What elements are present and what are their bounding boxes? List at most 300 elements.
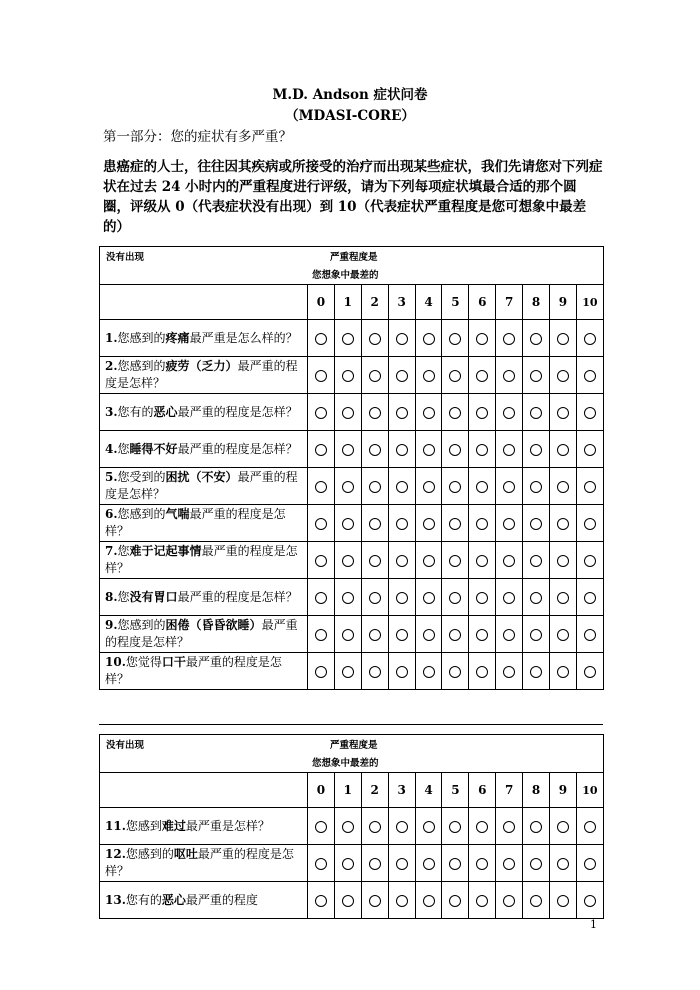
rating-radio-2[interactable] <box>369 518 381 530</box>
rating-radio-6[interactable] <box>476 666 488 678</box>
rating-cell <box>442 882 469 919</box>
rating-radio-1[interactable] <box>342 481 354 493</box>
rating-radio-8[interactable] <box>530 444 542 456</box>
rating-radio-7[interactable] <box>503 858 515 870</box>
rating-radio-5[interactable] <box>449 666 461 678</box>
rating-radio-10[interactable] <box>584 407 596 419</box>
question-row <box>100 505 604 542</box>
scale-number: 6 <box>469 285 496 320</box>
rating-radio-10[interactable] <box>584 333 596 345</box>
rating-radio-2[interactable] <box>369 858 381 870</box>
rating-radio-0[interactable] <box>315 333 327 345</box>
rating-radio-6[interactable] <box>476 333 488 345</box>
rating-radio-10[interactable] <box>584 895 596 907</box>
rating-radio-6[interactable] <box>476 821 488 833</box>
question-row <box>100 394 604 431</box>
rating-cell <box>308 882 335 919</box>
rating-cell <box>361 579 388 616</box>
rating-radio-8[interactable] <box>530 333 542 345</box>
rating-cell <box>308 542 335 579</box>
scale-number: 5 <box>442 285 469 320</box>
rating-radio-6[interactable] <box>476 555 488 567</box>
severity-label-line2: 您想象中最差的 <box>312 758 379 769</box>
rating-radio-0[interactable] <box>315 629 327 641</box>
rating-cell <box>415 882 442 919</box>
rating-cell <box>388 882 415 919</box>
rating-radio-2[interactable] <box>369 666 381 678</box>
rating-radio-5[interactable] <box>449 592 461 604</box>
rating-radio-5[interactable] <box>449 858 461 870</box>
rating-cell <box>361 357 388 394</box>
rating-cell <box>576 653 603 690</box>
rating-radio-4[interactable] <box>423 592 435 604</box>
rating-radio-2[interactable] <box>369 407 381 419</box>
rating-radio-3[interactable] <box>396 481 408 493</box>
question-number: 2. <box>105 359 118 373</box>
rating-radio-8[interactable] <box>530 481 542 493</box>
rating-cell <box>415 579 442 616</box>
rating-radio-7[interactable] <box>503 518 515 530</box>
rating-cell <box>576 808 603 845</box>
rating-cell <box>388 653 415 690</box>
scale-number: 5 <box>442 773 469 808</box>
rating-radio-3[interactable] <box>396 518 408 530</box>
rating-cell <box>415 542 442 579</box>
rating-cell <box>334 394 361 431</box>
rating-radio-7[interactable] <box>503 629 515 641</box>
rating-radio-10[interactable] <box>584 555 596 567</box>
question-suffix: 最严重的程度是怎样？ <box>105 470 298 501</box>
rating-radio-8[interactable] <box>530 407 542 419</box>
rating-cell <box>308 505 335 542</box>
question-row <box>100 653 604 690</box>
rating-radio-3[interactable] <box>396 555 408 567</box>
symptom-name: 疼痛 <box>165 330 190 345</box>
rating-cell <box>334 808 361 845</box>
rating-radio-9[interactable] <box>557 592 569 604</box>
rating-radio-2[interactable] <box>369 333 381 345</box>
rating-radio-8[interactable] <box>530 858 542 870</box>
question-number: 12. <box>105 847 126 861</box>
rating-cell <box>442 579 469 616</box>
question-suffix: 最严重的程度是怎样？ <box>105 507 286 538</box>
rating-radio-10[interactable] <box>584 666 596 678</box>
scale-number: 3 <box>388 773 415 808</box>
rating-cell <box>550 808 577 845</box>
rating-radio-7[interactable] <box>503 481 515 493</box>
rating-radio-5[interactable] <box>449 518 461 530</box>
rating-radio-6[interactable] <box>476 518 488 530</box>
rating-radio-1[interactable] <box>342 821 354 833</box>
scale-number: 1 <box>334 285 361 320</box>
rating-cell <box>415 808 442 845</box>
symptom-name: 恶心 <box>161 892 186 907</box>
question-suffix: 最严重是怎样？ <box>185 818 270 833</box>
scale-number: 2 <box>361 773 388 808</box>
scale-number: 2 <box>361 285 388 320</box>
question-prefix: 您有的 <box>125 892 162 907</box>
rating-radio-3[interactable] <box>396 895 408 907</box>
rating-cell <box>334 653 361 690</box>
rating-radio-7[interactable] <box>503 555 515 567</box>
rating-cell <box>334 320 361 357</box>
rating-radio-8[interactable] <box>530 666 542 678</box>
rating-cell <box>361 320 388 357</box>
rating-cell <box>469 431 496 468</box>
question-text <box>100 468 308 505</box>
scale-number: 10 <box>576 285 603 320</box>
rating-cell <box>308 845 335 882</box>
rating-cell <box>415 468 442 505</box>
symptom-name: 恶心 <box>153 404 178 419</box>
rating-radio-10[interactable] <box>584 444 596 456</box>
rating-cell <box>496 357 523 394</box>
rating-cell <box>550 882 577 919</box>
question-number: 13. <box>105 892 126 907</box>
rating-radio-8[interactable] <box>530 821 542 833</box>
rating-radio-5[interactable] <box>449 333 461 345</box>
question-suffix: 最严重的程度是怎样？ <box>177 441 298 456</box>
rating-cell <box>388 394 415 431</box>
rating-cell <box>550 845 577 882</box>
scale-number: 0 <box>308 285 335 320</box>
rating-radio-2[interactable] <box>369 555 381 567</box>
rating-cell <box>576 394 603 431</box>
rating-cell <box>576 320 603 357</box>
rating-cell <box>550 357 577 394</box>
rating-radio-0[interactable] <box>315 370 327 382</box>
none-label: 没有出现 <box>106 252 145 263</box>
rating-cell <box>442 845 469 882</box>
symptom-name: 疲劳（乏力） <box>165 359 238 373</box>
rating-radio-5[interactable] <box>449 481 461 493</box>
rating-radio-0[interactable] <box>315 444 327 456</box>
rating-cell <box>442 542 469 579</box>
rating-radio-3[interactable] <box>396 858 408 870</box>
none-label: 没有出现 <box>106 740 145 751</box>
rating-radio-6[interactable] <box>476 407 488 419</box>
rating-radio-0[interactable] <box>315 481 327 493</box>
rating-radio-7[interactable] <box>503 444 515 456</box>
rating-cell <box>334 616 361 653</box>
rating-radio-10[interactable] <box>584 821 596 833</box>
rating-cell <box>388 542 415 579</box>
rating-radio-1[interactable] <box>342 666 354 678</box>
rating-cell <box>334 468 361 505</box>
question-number: 11. <box>105 818 126 833</box>
rating-radio-7[interactable] <box>503 666 515 678</box>
rating-radio-10[interactable] <box>584 858 596 870</box>
question-row <box>100 616 604 653</box>
question-row <box>100 845 604 882</box>
rating-cell <box>415 394 442 431</box>
rating-cell <box>550 542 577 579</box>
rating-radio-0[interactable] <box>315 518 327 530</box>
question-prefix: 您有的 <box>117 404 154 419</box>
rating-radio-0[interactable] <box>315 858 327 870</box>
rating-radio-2[interactable] <box>369 821 381 833</box>
rating-cell <box>308 468 335 505</box>
rating-cell <box>469 616 496 653</box>
rating-radio-9[interactable] <box>557 407 569 419</box>
rating-cell <box>388 431 415 468</box>
rating-cell <box>469 468 496 505</box>
rating-cell <box>523 845 550 882</box>
rating-cell <box>550 505 577 542</box>
rating-radio-10[interactable] <box>584 629 596 641</box>
rating-radio-2[interactable] <box>369 895 381 907</box>
rating-cell <box>576 431 603 468</box>
rating-cell <box>523 357 550 394</box>
rating-radio-1[interactable] <box>342 555 354 567</box>
rating-cell <box>496 542 523 579</box>
rating-radio-10[interactable] <box>584 370 596 382</box>
rating-radio-8[interactable] <box>530 592 542 604</box>
rating-cell <box>442 505 469 542</box>
question-text <box>100 579 308 616</box>
rating-radio-1[interactable] <box>342 444 354 456</box>
rating-radio-4[interactable] <box>423 518 435 530</box>
question-number: 3. <box>105 404 118 419</box>
rating-cell <box>415 616 442 653</box>
rating-radio-7[interactable] <box>503 333 515 345</box>
question-text <box>100 505 308 542</box>
rating-radio-5[interactable] <box>449 821 461 833</box>
rating-cell <box>523 320 550 357</box>
rating-cell <box>576 357 603 394</box>
rating-radio-6[interactable] <box>476 895 488 907</box>
rating-cell <box>388 357 415 394</box>
rating-radio-0[interactable] <box>315 407 327 419</box>
rating-cell <box>415 845 442 882</box>
scale-number: 9 <box>550 773 577 808</box>
scale-number: 1 <box>334 773 361 808</box>
rating-radio-1[interactable] <box>342 858 354 870</box>
rating-radio-6[interactable] <box>476 370 488 382</box>
rating-radio-10[interactable] <box>584 518 596 530</box>
rating-radio-5[interactable] <box>449 629 461 641</box>
rating-radio-3[interactable] <box>396 333 408 345</box>
rating-radio-5[interactable] <box>449 407 461 419</box>
rating-radio-0[interactable] <box>315 555 327 567</box>
rating-cell <box>496 882 523 919</box>
scale-number: 4 <box>415 285 442 320</box>
rating-cell <box>442 808 469 845</box>
scale-number: 0 <box>308 773 335 808</box>
rating-radio-0[interactable] <box>315 895 327 907</box>
question-text <box>100 616 308 653</box>
rating-radio-9[interactable] <box>557 370 569 382</box>
rating-radio-4[interactable] <box>423 370 435 382</box>
rating-radio-3[interactable] <box>396 821 408 833</box>
rating-cell <box>442 357 469 394</box>
rating-radio-0[interactable] <box>315 821 327 833</box>
rating-radio-1[interactable] <box>342 407 354 419</box>
rating-radio-9[interactable] <box>557 666 569 678</box>
rating-radio-9[interactable] <box>557 444 569 456</box>
rating-cell <box>388 468 415 505</box>
rating-radio-4[interactable] <box>423 666 435 678</box>
rating-cell <box>496 468 523 505</box>
question-text <box>100 394 308 431</box>
rating-radio-0[interactable] <box>315 592 327 604</box>
rating-radio-9[interactable] <box>557 518 569 530</box>
rating-cell <box>550 579 577 616</box>
question-text <box>100 542 308 579</box>
rating-cell <box>415 505 442 542</box>
rating-radio-10[interactable] <box>584 592 596 604</box>
rating-cell <box>308 394 335 431</box>
rating-radio-2[interactable] <box>369 444 381 456</box>
question-number: 4. <box>105 441 118 456</box>
rating-cell <box>388 320 415 357</box>
rating-cell <box>550 431 577 468</box>
symptom-table-1 <box>99 246 604 690</box>
rating-radio-6[interactable] <box>476 629 488 641</box>
question-text <box>100 653 308 690</box>
rating-cell <box>523 616 550 653</box>
rating-radio-7[interactable] <box>503 407 515 419</box>
rating-radio-9[interactable] <box>557 629 569 641</box>
rating-cell <box>361 882 388 919</box>
rating-radio-3[interactable] <box>396 666 408 678</box>
rating-radio-4[interactable] <box>423 481 435 493</box>
rating-cell <box>496 505 523 542</box>
rating-radio-8[interactable] <box>530 629 542 641</box>
scale-number: 7 <box>496 285 523 320</box>
rating-radio-0[interactable] <box>315 666 327 678</box>
rating-radio-7[interactable] <box>503 592 515 604</box>
question-row <box>100 431 604 468</box>
rating-cell <box>550 320 577 357</box>
rating-radio-1[interactable] <box>342 629 354 641</box>
rating-cell <box>523 505 550 542</box>
rating-radio-4[interactable] <box>423 444 435 456</box>
rating-cell <box>496 394 523 431</box>
rating-cell <box>523 653 550 690</box>
rating-cell <box>361 616 388 653</box>
question-number: 8. <box>105 589 118 604</box>
rating-radio-9[interactable] <box>557 821 569 833</box>
question-prefix: 您 <box>117 544 130 558</box>
rating-radio-2[interactable] <box>369 592 381 604</box>
rating-radio-5[interactable] <box>449 370 461 382</box>
question-number: 1. <box>105 330 118 345</box>
rating-radio-6[interactable] <box>476 592 488 604</box>
rating-radio-3[interactable] <box>396 370 408 382</box>
rating-radio-9[interactable] <box>557 895 569 907</box>
rating-radio-7[interactable] <box>503 895 515 907</box>
blank-cell <box>100 773 308 808</box>
rating-radio-5[interactable] <box>449 444 461 456</box>
question-row <box>100 808 604 845</box>
symptom-name: 口干 <box>161 655 186 669</box>
rating-radio-2[interactable] <box>369 481 381 493</box>
rating-cell <box>361 845 388 882</box>
rating-cell <box>576 542 603 579</box>
rating-cell <box>308 357 335 394</box>
rating-cell <box>334 845 361 882</box>
rating-cell <box>334 505 361 542</box>
rating-cell <box>550 468 577 505</box>
rating-radio-7[interactable] <box>503 370 515 382</box>
rating-radio-3[interactable] <box>396 629 408 641</box>
rating-cell <box>469 394 496 431</box>
rating-radio-4[interactable] <box>423 895 435 907</box>
rating-radio-4[interactable] <box>423 821 435 833</box>
rating-radio-4[interactable] <box>423 555 435 567</box>
rating-cell <box>388 579 415 616</box>
question-text <box>100 357 308 394</box>
rating-radio-9[interactable] <box>557 481 569 493</box>
symptom-table-2 <box>99 734 604 919</box>
rating-cell <box>496 653 523 690</box>
rating-cell <box>415 357 442 394</box>
rating-radio-1[interactable] <box>342 518 354 530</box>
rating-cell <box>361 431 388 468</box>
question-row <box>100 579 604 616</box>
rating-radio-8[interactable] <box>530 370 542 382</box>
rating-radio-6[interactable] <box>476 858 488 870</box>
rating-radio-4[interactable] <box>423 333 435 345</box>
question-row <box>100 468 604 505</box>
rating-cell <box>469 653 496 690</box>
rating-radio-4[interactable] <box>423 407 435 419</box>
rating-cell <box>496 579 523 616</box>
rating-cell <box>576 505 603 542</box>
rating-cell <box>469 882 496 919</box>
rating-radio-6[interactable] <box>476 481 488 493</box>
rating-cell <box>469 542 496 579</box>
rating-radio-3[interactable] <box>396 407 408 419</box>
section-divider <box>99 724 603 725</box>
rating-radio-9[interactable] <box>557 858 569 870</box>
rating-radio-8[interactable] <box>530 518 542 530</box>
rating-radio-3[interactable] <box>396 592 408 604</box>
scale-number: 4 <box>415 773 442 808</box>
rating-radio-9[interactable] <box>557 555 569 567</box>
rating-radio-5[interactable] <box>449 555 461 567</box>
rating-cell <box>469 357 496 394</box>
rating-radio-8[interactable] <box>530 555 542 567</box>
rating-radio-9[interactable] <box>557 333 569 345</box>
rating-radio-10[interactable] <box>584 481 596 493</box>
rating-radio-1[interactable] <box>342 370 354 382</box>
rating-radio-8[interactable] <box>530 895 542 907</box>
rating-cell <box>576 616 603 653</box>
rating-radio-7[interactable] <box>503 821 515 833</box>
rating-radio-6[interactable] <box>476 444 488 456</box>
rating-cell <box>388 808 415 845</box>
rating-cell <box>388 616 415 653</box>
rating-radio-1[interactable] <box>342 333 354 345</box>
rating-radio-4[interactable] <box>423 629 435 641</box>
rating-radio-1[interactable] <box>342 895 354 907</box>
question-suffix: 最严重是怎么样的？ <box>189 330 298 345</box>
rating-radio-5[interactable] <box>449 895 461 907</box>
rating-radio-3[interactable] <box>396 444 408 456</box>
question-row <box>100 542 604 579</box>
rating-radio-4[interactable] <box>423 858 435 870</box>
rating-radio-2[interactable] <box>369 370 381 382</box>
rating-radio-1[interactable] <box>342 592 354 604</box>
rating-cell <box>576 845 603 882</box>
rating-cell <box>469 808 496 845</box>
rating-cell <box>388 505 415 542</box>
rating-radio-2[interactable] <box>369 629 381 641</box>
question-number: 6. <box>105 507 118 521</box>
rating-cell <box>361 505 388 542</box>
